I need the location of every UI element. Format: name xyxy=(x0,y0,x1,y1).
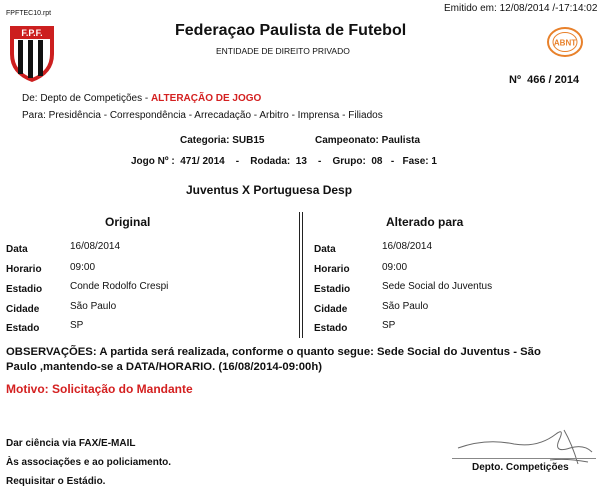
altered-label-cidade: Cidade xyxy=(314,304,348,315)
altered-value-cidade: São Paulo xyxy=(382,301,429,312)
original-label-cidade: Cidade xyxy=(6,304,40,315)
original-value-cidade: São Paulo xyxy=(70,301,117,312)
game-line: Jogo Nº : 471/ 2014 - Rodada: 13 - Grupo: 08 - Fase: 1 xyxy=(131,156,437,167)
altered-value-estadio: Sede Social do Juventus xyxy=(382,281,493,292)
emitted-timestamp: Emitido em: 12/08/2014 /-17:14:02 xyxy=(444,3,598,14)
footer-line-3: Requisitar o Estádio. xyxy=(6,476,106,487)
original-label-estado: Estado xyxy=(6,323,40,334)
altered-value-estado: SP xyxy=(382,320,396,331)
svg-text:ABNT: ABNT xyxy=(553,38,577,48)
altered-label-estado: Estado xyxy=(314,323,348,334)
altered-value-horario: 09:00 xyxy=(382,262,408,273)
document-subtitle: ENTIDADE DE DIREITO PRIVADO xyxy=(216,46,350,56)
report-code: FPFTEC10.rpt xyxy=(6,10,52,17)
original-label-horario: Horario xyxy=(6,264,42,275)
category: Categoria: SUB15 xyxy=(180,135,265,146)
svg-text:F.P.F.: F.P.F. xyxy=(21,28,43,38)
column-divider-right xyxy=(302,212,303,338)
altered-label-horario: Horario xyxy=(314,264,350,275)
column-divider-left xyxy=(299,212,300,338)
document-number xyxy=(509,74,579,86)
altered-heading: Alterado para xyxy=(386,215,464,229)
fpf-logo xyxy=(8,24,56,84)
original-label-estadio: Estadio xyxy=(6,284,43,295)
altered-label-estadio: Estadio xyxy=(314,284,351,295)
observations-line-1: OBSERVAÇÕES: A partida será realizada, conforme o quanto segue: Sede Social do Juventus - São xyxy=(6,346,541,358)
signature-label: Depto. Competições xyxy=(472,462,569,473)
original-value-estado: SP xyxy=(70,320,84,331)
motive: Motivo: Solicitação do Mandante xyxy=(6,382,193,396)
altered-value-data: 16/08/2014 xyxy=(382,241,433,252)
original-heading: Original xyxy=(105,215,151,229)
signature-line xyxy=(452,458,596,459)
number-value: 466 / 2014 xyxy=(527,74,580,86)
from-prefix: De: Depto de Competições - xyxy=(22,93,151,104)
to-line: Para: Presidência - Correspondência - Arrecadação - Arbitro - Imprensa - Filiados xyxy=(22,110,383,121)
championship: Campeonato: Paulista xyxy=(315,135,421,146)
original-value-estadio: Conde Rodolfo Crespi xyxy=(70,281,169,292)
abnt-seal xyxy=(546,26,584,58)
footer-line-2: Às associações e ao policiamento. xyxy=(6,457,172,468)
footer-line-1: Dar ciência via FAX/E-MAIL xyxy=(6,438,136,449)
teams: Juventus X Portuguesa Desp xyxy=(186,183,353,197)
observations-line-2: Paulo ,mantendo-se a DATA/HORARIO. (16/08/2014-09:00h) xyxy=(6,361,322,373)
number-prefix: Nº xyxy=(509,74,521,86)
from-line xyxy=(22,93,261,104)
document-title: Federaçao Paulista de Futebol xyxy=(175,22,407,39)
from-highlight: ALTERAÇÃO DE JOGO xyxy=(150,93,262,104)
original-label-data: Data xyxy=(6,244,28,255)
altered-label-data: Data xyxy=(314,244,336,255)
original-value-data: 16/08/2014 xyxy=(70,241,121,252)
original-value-horario: 09:00 xyxy=(70,262,96,273)
